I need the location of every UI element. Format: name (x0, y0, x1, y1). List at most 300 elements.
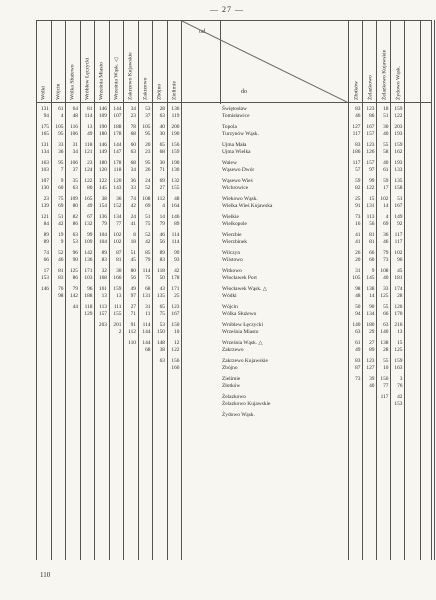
distance-cell: 28 (397, 293, 403, 299)
distance-cell: 158 (394, 185, 403, 191)
distance-cell: 30 (159, 160, 165, 166)
distance-cell: 52 (145, 185, 151, 191)
distance-cell: 14 (369, 293, 375, 299)
distance-cell: 143 (113, 185, 122, 191)
distance-cell: 140 (352, 322, 361, 328)
distance-cell: 68 (130, 160, 136, 166)
distance-cell: 159 (394, 106, 403, 112)
distance-cell: 37 (145, 113, 151, 119)
table-row (36, 257, 432, 264)
distance-cell: 155 (171, 185, 180, 191)
distance-cell: 127 (352, 124, 361, 130)
distance-cell: 96 (72, 250, 78, 256)
distance-cell: 89 (101, 250, 107, 256)
table-row (36, 311, 432, 318)
station-name: Wielkopole (222, 221, 247, 227)
distance-cell: 52 (58, 250, 64, 256)
distance-cell: 57 (355, 167, 361, 173)
distance-cell: 61 (383, 167, 389, 173)
distance-cell: 118 (84, 142, 93, 148)
distance-cell: 75 (145, 221, 151, 227)
distance-cell: 81 (369, 239, 375, 245)
distance-cell: 201 (113, 322, 122, 328)
distance-cell: 42 (174, 268, 180, 274)
station-name: Witkowo (222, 268, 242, 274)
column-header-right: Złotków (353, 81, 360, 100)
distance-cell: 69 (58, 203, 64, 209)
distance-cell: 69 (145, 203, 151, 209)
distance-cell: 46 (355, 113, 361, 119)
distance-cell: 36 (383, 232, 389, 238)
distance-cell: 4 (385, 214, 389, 220)
distance-cell: 113 (366, 214, 375, 220)
distance-cell: 89 (43, 239, 49, 245)
station-name: Wróblew Łęczycki (222, 322, 263, 328)
distance-cell: 79 (159, 221, 165, 227)
distance-cell: 168 (98, 275, 107, 281)
distance-cell: 81 (116, 257, 122, 263)
distance-cell: 108 (142, 196, 151, 202)
distance-cell: 53 (159, 322, 165, 328)
column-header-left: Wólka Służewo (69, 64, 76, 100)
distance-cell: 89 (43, 232, 49, 238)
distance-cell: 26 (355, 250, 361, 256)
distance-cell: 33 (383, 286, 389, 292)
distance-cell: 118 (157, 268, 165, 274)
distance-cell: 103 (84, 275, 93, 281)
table-row (36, 106, 432, 113)
distance-cell: 95 (58, 131, 64, 137)
distance-cell: 49 (130, 286, 136, 292)
distance-cell: 78 (130, 124, 136, 130)
distance-cell: 117 (352, 160, 361, 166)
distance-cell: 40 (383, 160, 389, 166)
distance-cell: 68 (145, 286, 151, 292)
distance-cell: 15 (369, 196, 375, 202)
distance-cell: 63 (72, 232, 78, 238)
distance-cell: 36 (58, 149, 64, 155)
distance-cell: 74 (43, 250, 49, 256)
distance-cell: 83 (355, 142, 361, 148)
distance-cell: 131 (142, 293, 151, 299)
distance-cell: 129 (84, 311, 93, 317)
table-row (36, 394, 432, 401)
distance-cell: 2 (118, 329, 122, 335)
distance-cell: 16 (355, 221, 361, 227)
station-name: Zielimie (222, 376, 241, 382)
distance-cell: 135 (394, 178, 403, 184)
table-row (36, 286, 432, 293)
distance-cell: 46 (159, 232, 165, 238)
distance-cell: 121 (40, 214, 49, 220)
distance-cell: 37 (72, 167, 78, 173)
distance-cell: 132 (84, 221, 93, 227)
distance-cell: 94 (355, 311, 361, 317)
distance-cell: 138 (366, 286, 375, 292)
distance-cell: 25 (355, 196, 361, 202)
distance-cell: 122 (171, 347, 180, 353)
distance-cell: 23 (43, 196, 49, 202)
distance-cell: 63 (159, 358, 165, 364)
distance-cell: 31 (72, 142, 78, 148)
distance-cell: 50 (159, 275, 165, 281)
station-name: Wielkie (222, 214, 239, 220)
distance-cell: 27 (130, 304, 136, 310)
distance-cell: 10 (174, 329, 180, 335)
distance-cell: 135 (156, 293, 165, 299)
distance-cell: 63 (383, 322, 389, 328)
distance-cell: 170 (394, 311, 403, 317)
distance-cell: 34 (130, 106, 136, 112)
station-name: Walew (222, 160, 237, 166)
distance-cell: 153 (394, 401, 403, 407)
distance-cell: 117 (394, 239, 403, 245)
distance-cell: 120 (113, 178, 122, 184)
distance-cell: 65 (159, 304, 165, 310)
distance-cell: 175 (40, 124, 49, 130)
row-rule (36, 102, 432, 103)
distance-cell: 56 (159, 239, 165, 245)
distance-cell: 178 (171, 275, 180, 281)
station-name: Żelazkowo Kujawskie (222, 401, 271, 407)
distance-cell: 66 (383, 311, 389, 317)
distance-cell: 97 (130, 293, 136, 299)
column-header-left: Września Miasto (98, 62, 105, 100)
distance-cell: 131 (40, 142, 49, 148)
distance-cell: 104 (98, 239, 107, 245)
distance-cell: 162 (394, 149, 403, 155)
distance-cell: 144 (113, 106, 122, 112)
distance-cell: 45 (397, 268, 403, 274)
distance-cell: 82 (72, 214, 78, 220)
distance-cell: 161 (98, 286, 107, 292)
distance-cell: 107 (113, 113, 122, 119)
distance-cell: 48 (355, 293, 361, 299)
distance-cell: 41 (355, 239, 361, 245)
table-row (36, 113, 432, 120)
distance-cell: 157 (98, 311, 107, 317)
station-name: Września Miasto (222, 329, 259, 335)
distance-cell: 110 (128, 340, 136, 346)
distance-cell: 13 (116, 293, 122, 299)
distance-cell: 56 (130, 275, 136, 281)
distance-cell: 18 (383, 106, 389, 112)
distance-cell: 178 (113, 160, 122, 166)
distance-cell: 117 (352, 131, 361, 137)
distance-cell: 136 (98, 214, 107, 220)
distance-cell: 12 (174, 340, 180, 346)
distance-cell: 144 (113, 142, 122, 148)
distance-cell: 109 (69, 196, 78, 202)
distance-cell: 102 (113, 232, 122, 238)
distance-cell: 117 (394, 232, 403, 238)
distance-cell: 108 (380, 268, 389, 274)
distance-cell: 130 (171, 167, 180, 173)
distance-cell: 20 (145, 142, 151, 148)
table-row (36, 124, 432, 131)
distance-cell: 17 (43, 268, 49, 274)
table-row (36, 131, 432, 138)
distance-cell: 145 (366, 275, 375, 281)
table-row (36, 358, 432, 365)
distance-cell: 139 (40, 203, 49, 209)
distance-cell: 9 (60, 239, 64, 245)
distance-cell: 55 (383, 142, 389, 148)
distance-cell: 186 (352, 149, 361, 155)
station-name: Włocławek Wąsk. △ (222, 286, 267, 292)
station-name: Wólka Służewo (222, 311, 257, 317)
distance-cell: 164 (171, 203, 180, 209)
distance-cell: 121 (84, 149, 93, 155)
station-name: Ujma Mała (222, 142, 247, 148)
table-row (36, 196, 432, 203)
distance-cell: 178 (113, 131, 122, 137)
distance-cell: 89 (159, 250, 165, 256)
distance-cell: 124 (84, 167, 93, 173)
table-row (36, 214, 432, 221)
distance-cell: 61 (58, 106, 64, 112)
column-header-left: Wólki (40, 86, 47, 100)
table-row (36, 167, 432, 174)
distance-cell: 84 (43, 221, 49, 227)
distance-cell: 81 (87, 106, 93, 112)
distance-cell: 125 (380, 293, 389, 299)
distance-cell: 74 (130, 196, 136, 202)
table-row (36, 383, 432, 390)
distance-cell: 18 (130, 239, 136, 245)
distance-cell: 50 (355, 304, 361, 310)
distance-cell: 138 (380, 340, 389, 346)
distance-cell: 99 (174, 250, 180, 256)
distance-cell: 167 (394, 203, 403, 209)
distance-cell: 165 (40, 131, 49, 137)
distance-cell: 69 (383, 221, 389, 227)
distance-cell: 31 (355, 268, 361, 274)
distance-cell: 4 (162, 203, 165, 209)
distance-cell: 142 (69, 293, 78, 299)
distance-cell: 51 (383, 113, 389, 119)
distance-cell: 10 (383, 365, 389, 371)
station-name: Włocławek Port (222, 275, 257, 281)
distance-cell: 114 (84, 113, 93, 119)
distance-cell: 193 (394, 131, 403, 137)
distance-cell: 142 (84, 250, 93, 256)
station-name: Wielka Wieś Kujawska (222, 203, 273, 209)
distance-cell: 44 (72, 304, 78, 310)
distance-cell: 113 (99, 304, 107, 310)
distance-cell: 146 (171, 214, 180, 220)
station-name: Topola (222, 124, 237, 130)
distance-cell: 83 (159, 257, 165, 263)
distance-cell: 193 (394, 160, 403, 166)
distance-cell: 11 (145, 311, 151, 317)
column-rule (434, 20, 435, 560)
distance-cell: 45 (130, 257, 136, 263)
distance-cell: 123 (366, 106, 375, 112)
distance-cell: 59 (355, 178, 361, 184)
distance-cell: 203 (394, 124, 403, 130)
distance-cell: 181 (394, 275, 403, 281)
distance-cell: 203 (98, 322, 107, 328)
distance-cell: 14 (159, 214, 165, 220)
distance-cell: 67 (87, 214, 93, 220)
distance-cell: 117 (380, 394, 389, 400)
table-row (36, 250, 432, 257)
distance-cell: 33 (130, 185, 136, 191)
distance-cell: 114 (171, 232, 180, 238)
distance-cell: 83 (101, 257, 107, 263)
distance-table (36, 20, 432, 560)
distance-cell: 122 (394, 113, 403, 119)
distance-cell: 55 (383, 304, 389, 310)
distance-cell: 83 (58, 275, 64, 281)
station-name: Świętosław (222, 106, 247, 112)
distance-cell: 66 (43, 257, 49, 263)
distance-cell: 13 (87, 124, 93, 130)
distance-cell: 105 (352, 275, 361, 281)
distance-cell: 17 (383, 185, 389, 191)
distance-cell: 46 (58, 257, 64, 263)
station-name: Ujma Wielka (222, 149, 251, 155)
table-row (36, 401, 432, 408)
distance-cell: 49 (87, 203, 93, 209)
distance-cell: 95 (145, 160, 151, 166)
distance-cell: 105 (142, 124, 151, 130)
distance-cell: 83 (355, 358, 361, 364)
distance-cell: 20 (355, 257, 361, 263)
distance-cell: 41 (355, 232, 361, 238)
distance-cell: 114 (142, 268, 151, 274)
distance-cell: 188 (84, 293, 93, 299)
distance-cell: 79 (101, 221, 107, 227)
table-row (36, 329, 432, 336)
distance-cell: 71 (130, 311, 136, 317)
distance-cell: 56 (369, 221, 375, 227)
row-rule (36, 20, 432, 21)
distance-cell: 90 (72, 257, 78, 263)
distance-cell: 144 (142, 329, 151, 335)
distance-cell: 53 (72, 239, 78, 245)
table-row (36, 178, 432, 185)
table-row (36, 239, 432, 246)
distance-cell: 40 (383, 131, 389, 137)
distance-cell: 91 (355, 203, 361, 209)
page-number-bottom: 110 (40, 571, 51, 579)
distance-cell: 41 (130, 221, 136, 227)
distance-cell: 49 (87, 131, 93, 137)
distance-cell: 36 (130, 178, 136, 184)
column-header-right: Żydowo Wąsk. (395, 65, 402, 100)
distance-cell: 123 (366, 358, 375, 364)
distance-cell: 79 (72, 286, 78, 292)
station-name: Wichrowice (222, 185, 249, 191)
distance-cell: 97 (369, 167, 375, 173)
distance-cell: 136 (84, 257, 93, 263)
distance-cell: 68 (159, 149, 165, 155)
distance-cell: 150 (380, 376, 389, 382)
distance-cell: 30 (116, 268, 122, 274)
distance-cell: 116 (70, 124, 78, 130)
table-row (36, 365, 432, 372)
distance-cell: 76 (58, 286, 64, 292)
distance-cell: 165 (84, 196, 93, 202)
distance-cell: 40 (369, 383, 375, 389)
distance-cell: 52 (145, 232, 151, 238)
table-row (36, 412, 432, 419)
station-name: Zbójno (222, 365, 238, 371)
distance-cell: 98 (355, 286, 361, 292)
distance-cell: 171 (84, 268, 93, 274)
table-row (36, 160, 432, 167)
distance-cell: 105 (55, 124, 64, 130)
distance-cell: 131 (366, 203, 375, 209)
distance-cell: 40 (159, 124, 165, 130)
distance-cell: 65 (159, 142, 165, 148)
distance-cell: 125 (69, 268, 78, 274)
distance-cell: 90 (369, 304, 375, 310)
station-name: Wąsewo Dwór (222, 167, 255, 173)
table-row (36, 232, 432, 239)
distance-cell: 156 (171, 358, 180, 364)
distance-cell: 79 (383, 250, 389, 256)
distance-cell: 23 (87, 160, 93, 166)
distance-cell: 146 (40, 286, 49, 292)
distance-cell: 104 (98, 232, 107, 238)
distance-cell: 216 (394, 322, 403, 328)
distance-cell: 99 (369, 178, 375, 184)
distance-cell: 126 (366, 149, 375, 155)
distance-cell: 82 (355, 185, 361, 191)
distance-cell: 27 (369, 340, 375, 346)
distance-cell: 126 (394, 304, 403, 310)
distance-cell: 118 (113, 167, 122, 173)
distance-cell: 190 (171, 131, 180, 137)
table-row (36, 268, 432, 275)
distance-cell: 31 (145, 304, 151, 310)
distance-cell: 63 (159, 113, 165, 119)
table-row (36, 304, 432, 311)
station-name: Zakrzewo (222, 347, 244, 353)
distance-cell: 86 (72, 275, 78, 281)
distance-cell: 60 (130, 142, 136, 148)
distance-cell: 188 (113, 124, 122, 130)
station-name: Wójcin (222, 304, 238, 310)
distance-cell: 163 (394, 365, 403, 371)
distance-cell: 34 (130, 167, 136, 173)
distance-cell: 159 (394, 358, 403, 364)
distance-cell: 42 (397, 394, 403, 400)
station-name: Turzynów Wąsk. (222, 131, 259, 137)
distance-cell: 64 (72, 106, 78, 112)
table-row (36, 203, 432, 210)
distance-cell: 8 (133, 232, 136, 238)
od-label: od (199, 29, 205, 35)
column-header-left: Zakrzewo Kujawskie (127, 52, 134, 100)
distance-cell: 23 (145, 149, 151, 155)
distance-cell: 152 (113, 203, 122, 209)
distance-cell: 77 (116, 221, 122, 227)
distance-cell: 59 (383, 178, 389, 184)
table-row (36, 275, 432, 282)
distance-cell: 145 (98, 185, 107, 191)
distance-cell: 190 (171, 160, 180, 166)
distance-cell: 131 (40, 106, 49, 112)
header-diagonal (181, 20, 348, 103)
distance-cell: 166 (113, 275, 122, 281)
distance-cell: 23 (130, 113, 136, 119)
distance-cell: 103 (40, 167, 49, 173)
distance-cell: 149 (394, 214, 403, 220)
